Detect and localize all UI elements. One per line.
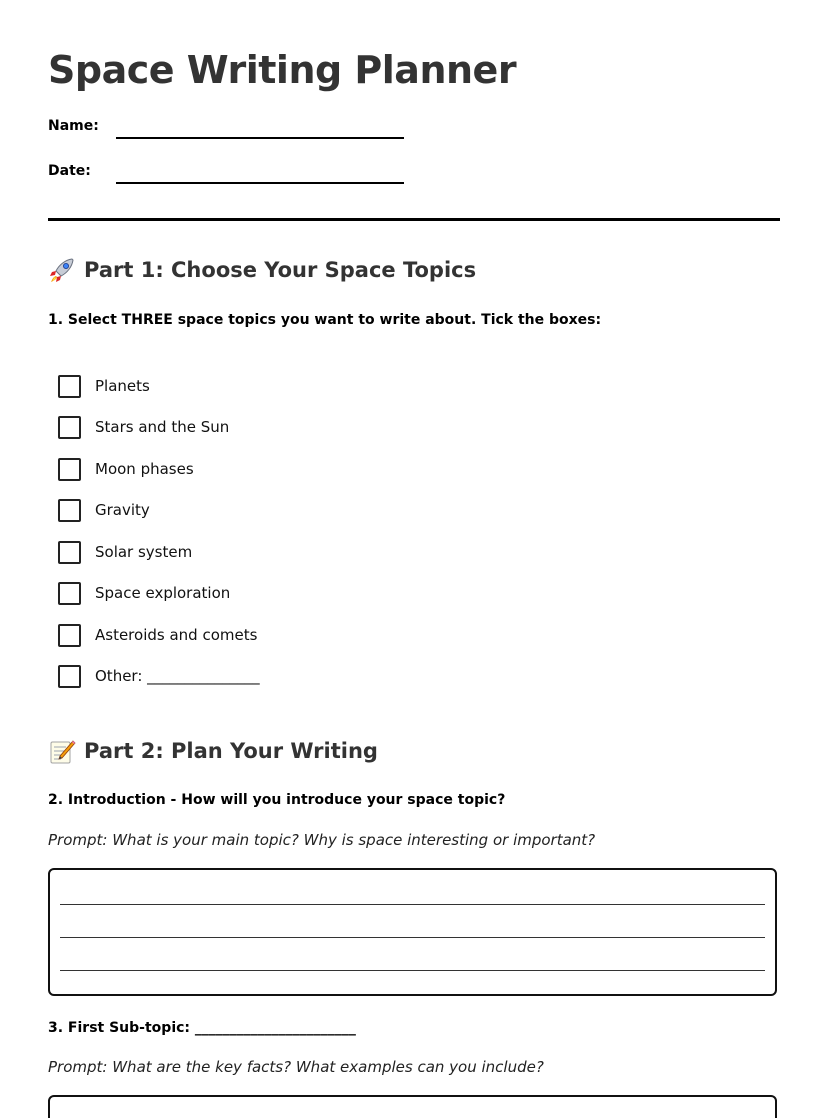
topic-item[interactable]	[58, 664, 260, 688]
topic-label: Stars and the Sun	[95, 418, 230, 436]
topic-label: Asteroids and comets	[95, 626, 258, 644]
part1-heading-text: Part 1: Choose Your Space Topics	[84, 258, 477, 282]
prompt-2: Prompt: What is your main topic? Why is space interesting or important?	[48, 831, 596, 849]
part1-heading	[48, 256, 476, 284]
writing-line	[60, 904, 765, 905]
topic-item[interactable]	[58, 374, 150, 398]
introduction-writing-box[interactable]	[48, 868, 777, 996]
topic-checkbox[interactable]	[58, 582, 81, 605]
memo-icon	[48, 737, 76, 765]
name-label: Name:	[48, 118, 99, 134]
topic-checkbox[interactable]	[58, 541, 81, 564]
page-title: Space Writing Planner	[48, 48, 517, 92]
topic-item[interactable]	[58, 415, 229, 439]
name-input-line[interactable]	[116, 137, 404, 139]
topic-label: Planets	[95, 377, 150, 395]
question-1: 1. Select THREE space topics you want to write about. Tick the boxes:	[48, 312, 602, 328]
name-field	[48, 118, 408, 142]
topic-checkbox[interactable]	[58, 499, 81, 522]
part2-heading	[48, 737, 378, 765]
topic-item[interactable]	[58, 498, 150, 522]
subtopic-writing-box[interactable]	[48, 1095, 777, 1118]
header-divider	[48, 218, 780, 221]
question-2: 2. Introduction - How will you introduce your space topic?	[48, 792, 506, 808]
topic-label: Other: _______________	[95, 667, 260, 685]
date-label: Date:	[48, 163, 91, 179]
topic-label: Space exploration	[95, 584, 231, 602]
rocket-icon	[48, 256, 76, 284]
topic-label: Gravity	[95, 501, 150, 519]
topic-item[interactable]	[58, 457, 194, 481]
topic-item[interactable]	[58, 581, 230, 605]
topic-checkbox[interactable]	[58, 458, 81, 481]
topic-checkbox[interactable]	[58, 665, 81, 688]
topic-label: Moon phases	[95, 460, 194, 478]
question-3: 3. First Sub-topic: _______________________	[48, 1020, 356, 1036]
writing-line	[60, 937, 765, 938]
topic-checkbox[interactable]	[58, 624, 81, 647]
date-field	[48, 163, 408, 187]
date-input-line[interactable]	[116, 182, 404, 184]
prompt-3: Prompt: What are the key facts? What examples can you include?	[48, 1058, 544, 1076]
part2-heading-text: Part 2: Plan Your Writing	[84, 739, 378, 763]
topic-item[interactable]	[58, 540, 192, 564]
topic-item[interactable]	[58, 623, 257, 647]
writing-line	[60, 970, 765, 971]
topic-checkbox[interactable]	[58, 416, 81, 439]
topic-label: Solar system	[95, 543, 193, 561]
topic-checkbox[interactable]	[58, 375, 81, 398]
